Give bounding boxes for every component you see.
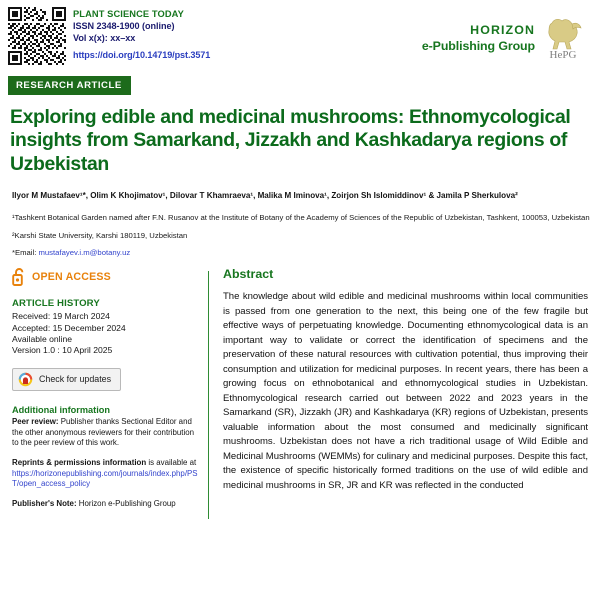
open-access-block [12, 267, 200, 286]
masthead [0, 0, 600, 65]
publisher-note-label: Publisher's Note: [12, 498, 77, 508]
abstract-column [209, 265, 600, 518]
email-link[interactable]: mustafayev.i.m@botany.uz [38, 248, 131, 258]
journal-volume: Vol x(x): xx–xx [73, 32, 136, 43]
journal-meta [73, 7, 210, 65]
history-available-online: Available online [12, 334, 73, 345]
journal-name: PLANT SCIENCE TODAY [73, 9, 184, 19]
history-accepted: Accepted: 15 December 2024 [12, 322, 126, 333]
peer-review-text: Publisher thanks Sectional Editor and the other anonymous reviewers for their contribution to the peer review of this work. [12, 416, 195, 448]
hepg-logo-icon [542, 15, 584, 61]
reprints-link[interactable]: https://horizonepublishing.com/journals/index.php/PST/open_access_policy [12, 468, 198, 489]
affiliation-2: ²Karshi State University, Karshi 180119, Uzbekistan [12, 230, 188, 240]
affiliations [12, 213, 590, 241]
journal-issn: ISSN 2348-1900 (online) [73, 20, 175, 31]
publisher-name: HORIZON [470, 22, 535, 37]
email-label: *Email: [12, 248, 37, 258]
open-access-lock-icon [12, 267, 27, 286]
reprints-text: is available at [146, 457, 197, 467]
check-for-updates-button[interactable] [12, 368, 121, 391]
article-type-badge: RESEARCH ARTICLE [8, 76, 131, 95]
qr-code-icon [8, 7, 66, 65]
abstract-heading: Abstract [223, 267, 274, 282]
author-list: Ilyor M Mustafaev¹*, Olim K Khojimatov¹, Dilovar T Khamraeva¹, Malika M Iminova¹, Zoirjon Sh Islomiddinov¹ & Jamila P Sherkulova² [12, 191, 518, 201]
history-received: Received: 19 March 2024 [12, 311, 110, 322]
publisher-note [12, 499, 200, 510]
affiliation-1: ¹Tashkent Botanical Garden named after F.N. Rusanov at the Institute of Botany of the Academy of Sciences of the Republic of Uzbekistan, Tashkent, 100053, Uzbekistan [12, 212, 590, 222]
reprints-note [12, 458, 200, 490]
publisher-note-text: Horizon e-Publishing Group [76, 498, 176, 508]
abstract-text: The knowledge about wild edible and medicinal mushrooms within local communities is passed from one generation to the next, this being one of the few fragile but effective ways of perpetuating knowledge. Documenting ethnomycological data is an important way to validate or correct the identification of specimens and the preservation of these natural resources with cultivation potential, thus improving their consumption and utilization for medicinal purposes. In recent years, there has been a growing focus on ethnobotanical and ethnomycological studies in Uzbekistan. Ethnomycological research carried out between 2022 and 2023 years in the Samarkand (SR), Jizzakh (JR) and Kashkadarya (KR) regions of Uzbekistan, presents valuable information about the most consumed and medicinally significant mushrooms. Uzbekistan does not have a rich traditional usage of Wild Edible and Medicinal Mushrooms (WEMMs) for culinary and medicinal purposes. Despite this fact, the existence of specific historically formed traditions on the use of wild edible and medicinal mushrooms in SR, JR and KR was reflected in the conducted [223, 291, 588, 491]
reprints-label: Reprints & permissions information [12, 457, 147, 467]
hepg-logo-text: HePG [549, 49, 577, 61]
body-columns [0, 265, 600, 518]
peer-review-label: Peer review: [12, 416, 59, 426]
sidebar-column [0, 265, 208, 518]
corresponding-email-line [12, 248, 590, 257]
check-for-updates-label: Check for updates [39, 374, 112, 385]
publisher-subtitle: e-Publishing Group [421, 39, 535, 53]
article-history-heading: ARTICLE HISTORY [12, 298, 100, 310]
crossmark-icon [18, 372, 33, 387]
page-title: Exploring edible and medicinal mushrooms: Ethnomycological insights from Samarkand, Jizzakh and Kashkadarya regions of Uzbekistan [10, 106, 571, 175]
doi-link[interactable]: https://doi.org/10.14719/pst.3571 [73, 50, 211, 61]
article-type-bar [8, 75, 600, 95]
history-version: Version 1.0 : 10 April 2025 [12, 345, 113, 356]
publisher-block [422, 7, 590, 61]
additional-information-heading: Additional information [12, 404, 110, 415]
open-access-label: OPEN ACCESS [32, 270, 111, 283]
peer-review-note [12, 417, 200, 449]
